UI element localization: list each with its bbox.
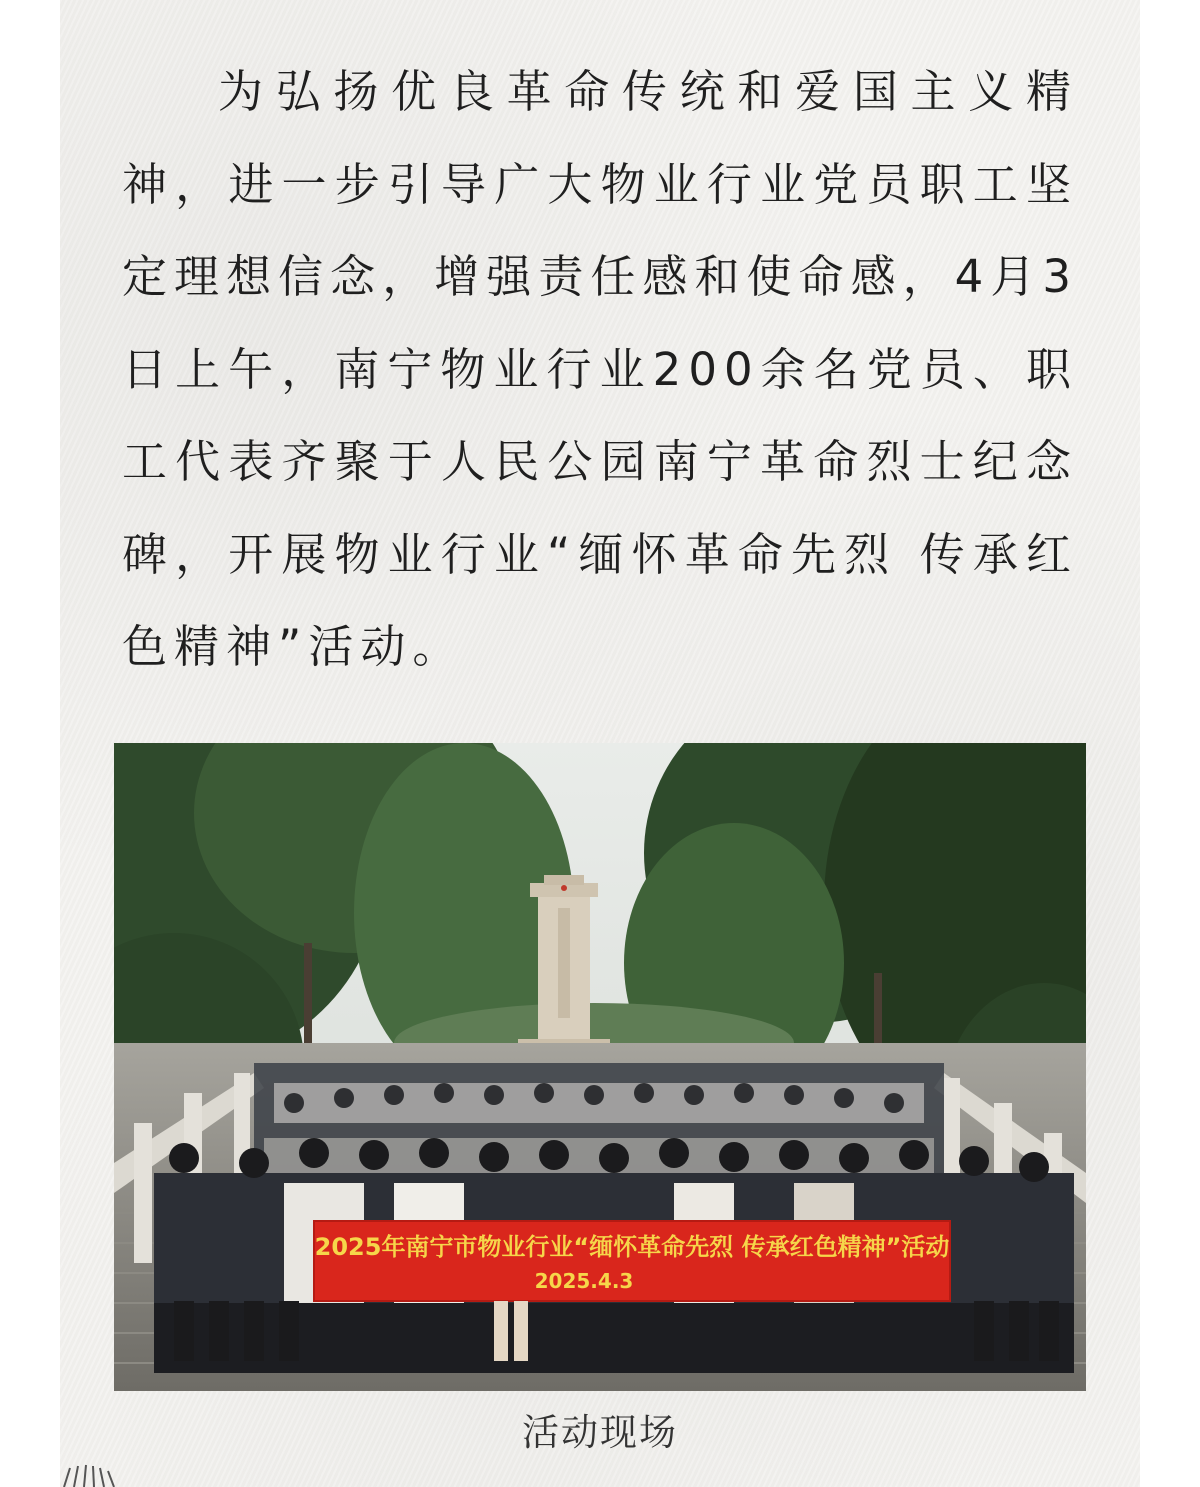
banner-date: 2025.4.3: [534, 1269, 634, 1293]
banner: [314, 1221, 950, 1301]
article-paragraph: 为弘扬优良革命传统和爱国主义精神，进一步引导广大物业行业党员职工坚定理想信念，增强责任感和使命感，4月3日上午，南宁物业行业200余名党员、职工代表齐聚于人民公园南宁革命烈士纪念碑，开展物业行业“缅怀革命先烈 传承红色精神”活动。: [122, 65, 1078, 673]
photo-caption: 活动现场: [522, 1411, 678, 1454]
event-photo: [114, 743, 1086, 1391]
corner-ornament-icon: [60, 1460, 140, 1487]
banner-title: 2025年南宁市物业行业“缅怀革命先烈 传承红色精神”活动: [314, 1233, 950, 1261]
event-photo-illustration: [114, 743, 1086, 1391]
